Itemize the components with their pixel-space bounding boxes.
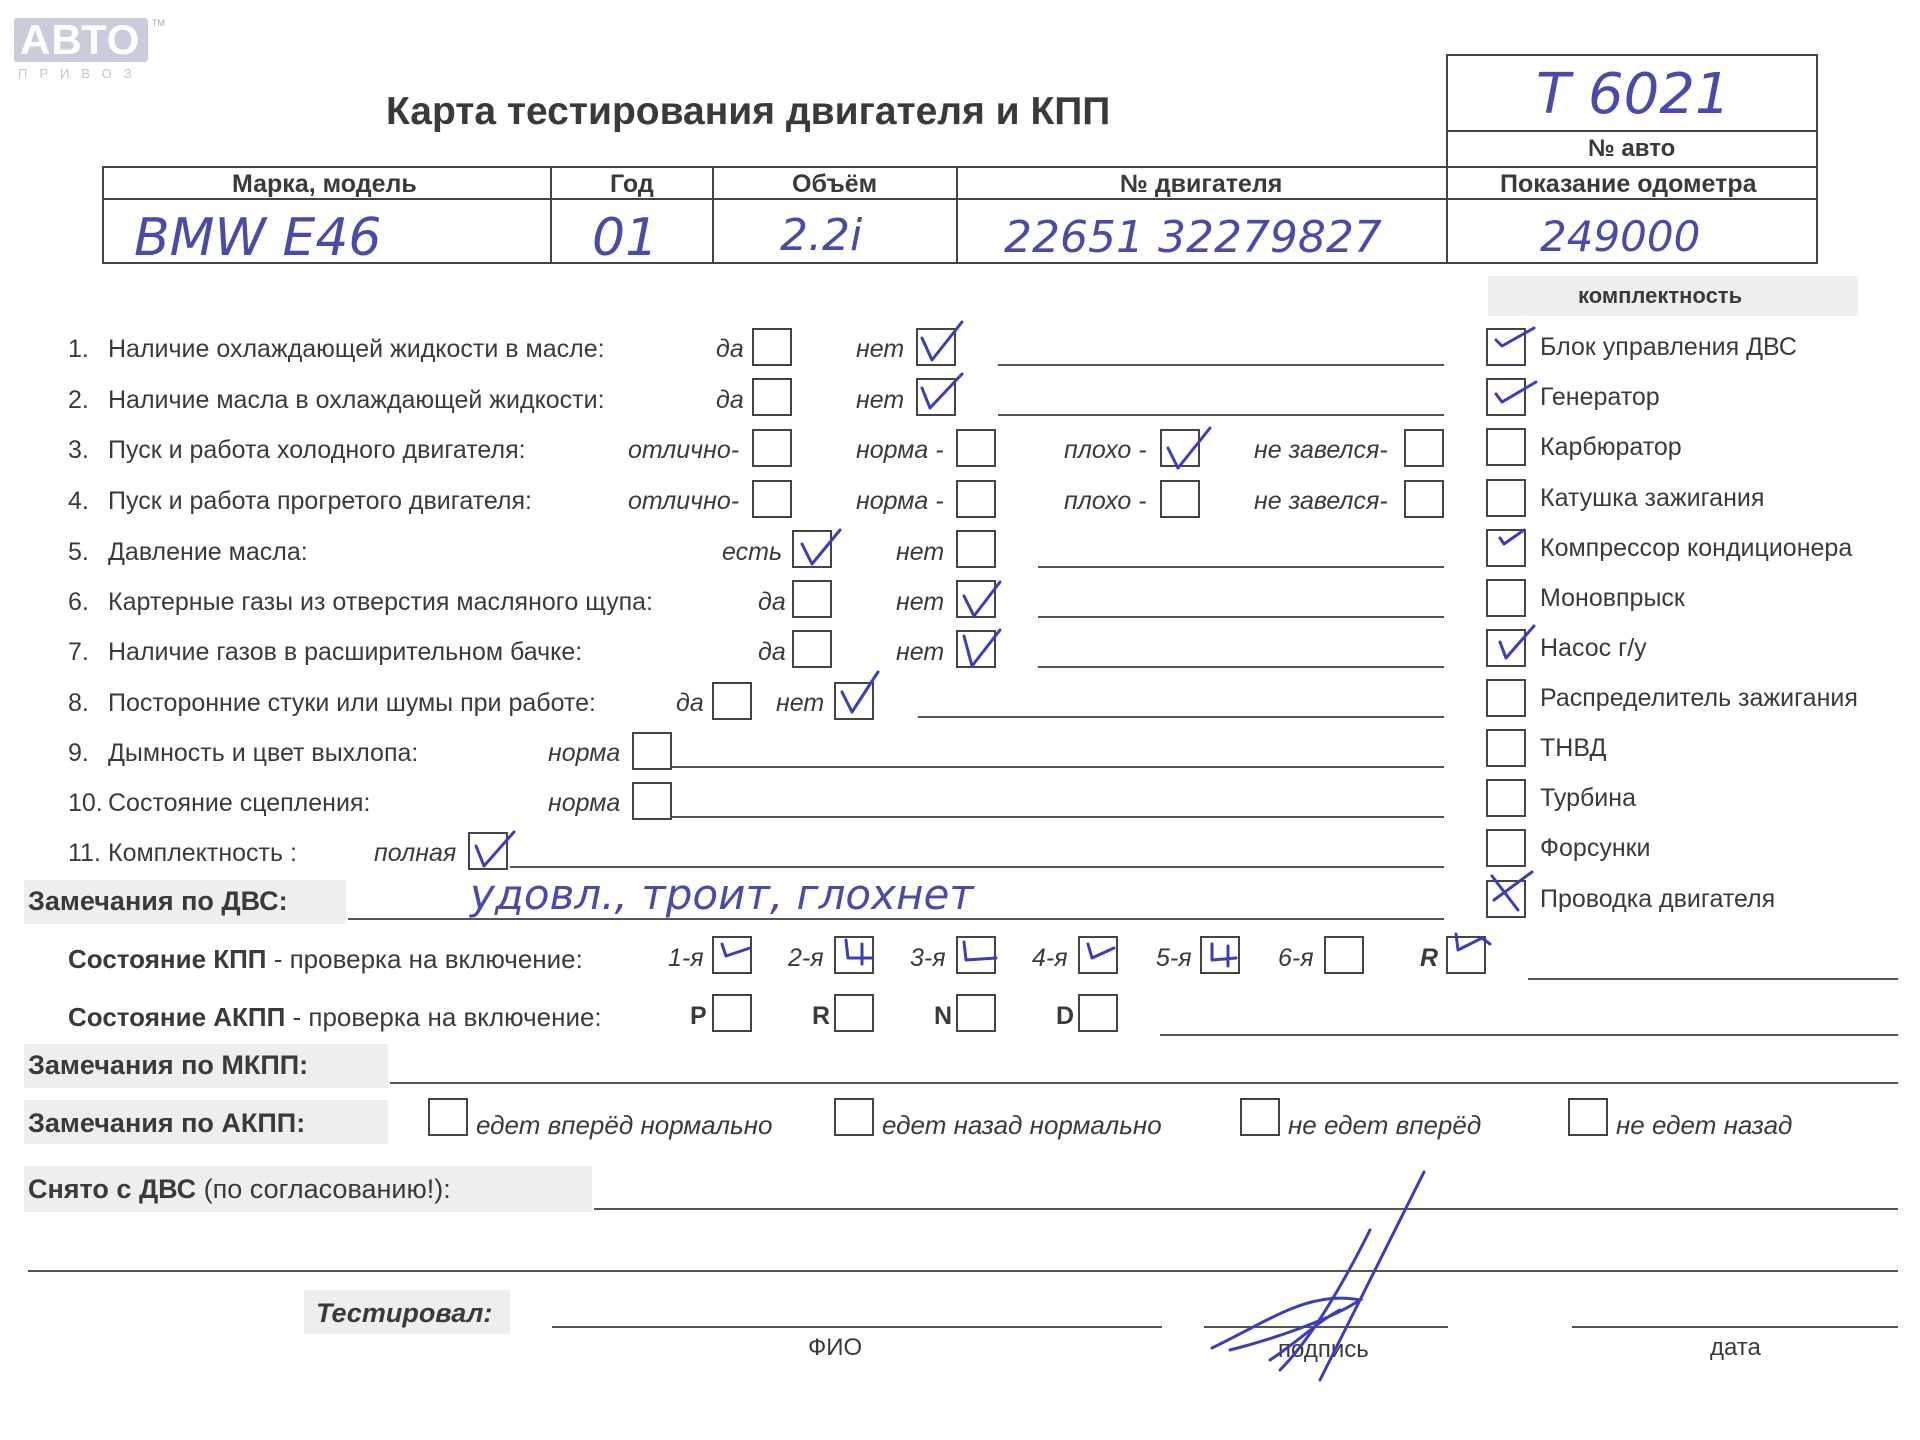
q5-opt-no-checkbox[interactable] (956, 530, 996, 568)
q11-opt-full-label: полная (374, 839, 457, 867)
q6-opt-yes-label: да (758, 588, 786, 616)
value-year: 01 (592, 208, 659, 268)
kit-checkbox-distributor[interactable] (1486, 679, 1526, 717)
remarks-mkpp-label: Замечания по МКПП: (28, 1050, 309, 1080)
akpp-mode-n-label: N (934, 1002, 953, 1030)
q8-opt-yes-label: да (676, 689, 704, 717)
kit-checkbox-ignition-coil[interactable] (1486, 479, 1526, 517)
check-mark (842, 934, 890, 978)
akpp-label (68, 1002, 602, 1033)
check-mark (796, 524, 844, 568)
q7-num: 7. (68, 638, 89, 666)
kit-label-turbine: Турбина (1540, 784, 1636, 812)
q8-note-line[interactable] (918, 716, 1444, 718)
akpp-mode-n-checkbox[interactable] (956, 994, 996, 1032)
kpp-gear-r-label: R (1420, 944, 1439, 972)
check-mark (1494, 624, 1542, 668)
check-mark (960, 936, 1008, 980)
kpp-gear-6-checkbox[interactable] (1324, 936, 1364, 974)
q4-text: Пуск и работа прогретого двигателя: (108, 487, 532, 515)
tested-date-line[interactable] (1572, 1326, 1898, 1328)
q3-opt-normal-label: норма - (856, 436, 944, 464)
q3-opt-nostart-label: не завелся- (1254, 436, 1388, 464)
q3-opt-nostart-checkbox[interactable] (1404, 429, 1444, 467)
q4-num: 4. (68, 487, 89, 515)
q10-num: 10. (68, 789, 103, 817)
q5-note-line[interactable] (1038, 566, 1444, 568)
tested-sign-caption: подпись (1278, 1336, 1369, 1363)
akpp-label-bold: Состояние АКПП (68, 1002, 286, 1032)
check-mark (1490, 322, 1538, 366)
kpp-gear-1-label: 1-я (668, 944, 704, 972)
q3-opt-bad-label: плохо - (1064, 436, 1147, 464)
kit-checkbox-tnvd[interactable] (1486, 729, 1526, 767)
q9-note-line[interactable] (672, 766, 1444, 768)
kpp-label-rest: - проверка на включение: (266, 944, 583, 974)
tested-date-caption: дата (1710, 1334, 1761, 1361)
kit-label-ignition-coil: Катушка зажигания (1540, 484, 1765, 512)
q5-text: Давление масла: (108, 538, 308, 566)
signature (1210, 1170, 1440, 1400)
q4-opt-bad-checkbox[interactable] (1160, 480, 1200, 518)
q9-opt-normal-checkbox[interactable] (632, 732, 672, 770)
q8-text: Посторонние стуки или шумы при работе: (108, 689, 596, 717)
akpp-mode-r-checkbox[interactable] (834, 994, 874, 1032)
cross-mark (1488, 870, 1536, 914)
check-mark (958, 576, 1006, 620)
akpp-mode-p-checkbox[interactable] (712, 994, 752, 1032)
removed-label-bold: Снято с ДВС (28, 1174, 197, 1204)
remarks-akpp-label: Замечания по АКПП: (28, 1108, 306, 1138)
page-title: Карта тестирования двигателя и КПП (386, 90, 1111, 133)
tested-fio-caption: ФИО (808, 1334, 863, 1361)
auto-no-label: № авто (1588, 135, 1676, 162)
akpp-reverse-ok-label: едет назад нормально (882, 1110, 1162, 1140)
q4-opt-bad-label: плохо - (1064, 487, 1147, 515)
q1-note-line[interactable] (998, 364, 1444, 366)
kit-label-tnvd: ТНВД (1540, 734, 1607, 762)
akpp-mode-p-label: P (690, 1002, 707, 1030)
kpp-gear-6-label: 6-я (1278, 944, 1314, 972)
q11-text: Комплектность : (108, 839, 297, 867)
removed-line-2[interactable] (28, 1270, 1898, 1272)
kit-label-injectors: Форсунки (1540, 834, 1651, 862)
remarks-dvs-label: Замечания по ДВС: (28, 886, 288, 916)
q7-note-line[interactable] (1038, 666, 1444, 668)
q5-opt-no-label: нет (896, 538, 945, 566)
removed-label-rest: (по согласованию!): (196, 1174, 451, 1204)
value-volume: 2.2i (780, 210, 863, 261)
q4-opt-excellent-checkbox[interactable] (752, 480, 792, 518)
remarks-mkpp-line[interactable] (390, 1082, 1898, 1084)
kpp-gear-2-label: 2-я (788, 944, 824, 972)
q11-note-line[interactable] (510, 866, 1444, 868)
q3-text: Пуск и работа холодного двигателя: (108, 436, 526, 464)
akpp-label-rest: - проверка на включение: (285, 1002, 602, 1032)
q11-num: 11. (68, 839, 101, 867)
q8-opt-no-label: нет (776, 689, 825, 717)
q7-opt-yes-checkbox[interactable] (792, 630, 832, 668)
q6-text: Картерные газы из отверстия масляного щупа: (108, 588, 653, 616)
q9-opt-normal-label: норма (548, 739, 621, 767)
q8-num: 8. (68, 689, 89, 717)
check-mark (958, 626, 1006, 670)
q1-text: Наличие охлаждающей жидкости в масле: (108, 335, 605, 363)
akpp-mode-d-label: D (1056, 1002, 1075, 1030)
kit-label-ecu: Блок управления ДВС (1540, 333, 1797, 361)
q3-num: 3. (68, 436, 89, 464)
value-engine: 22651 32279827 (1004, 212, 1382, 263)
q2-text: Наличие масла в охлаждающей жидкости: (108, 386, 605, 414)
check-mark (1490, 372, 1538, 416)
col-label-model: Марка, модель (232, 170, 417, 198)
q6-note-line[interactable] (1038, 616, 1444, 618)
check-mark (1084, 936, 1132, 980)
akpp-no-forward-label: не едет вперёд (1288, 1110, 1482, 1140)
removed-label (28, 1174, 451, 1205)
akpp-note-line[interactable] (1160, 1034, 1898, 1036)
kpp-gear-5-label: 5-я (1156, 944, 1192, 972)
logo-text: АВТО (20, 16, 141, 63)
q5-num: 5. (68, 538, 89, 566)
q8-opt-yes-checkbox[interactable] (712, 682, 752, 720)
auto-no-value: T 6021 (1536, 62, 1731, 127)
q9-num: 9. (68, 739, 89, 767)
check-mark (1206, 936, 1254, 980)
q3-opt-excellent-label: отлично- (628, 436, 740, 464)
q2-opt-yes-checkbox[interactable] (752, 378, 792, 416)
kit-label-generator: Генератор (1540, 383, 1660, 411)
kpp-gear-4-label: 4-я (1032, 944, 1068, 972)
kit-label-wiring: Проводка двигателя (1540, 885, 1776, 913)
kpp-label (68, 944, 583, 975)
q5-opt-yes-label: есть (722, 538, 783, 566)
logo-tm: TM (152, 18, 165, 28)
q4-opt-excellent-label: отлично- (628, 487, 740, 515)
akpp-forward-ok-label: едет вперёд нормально (476, 1110, 773, 1140)
akpp-no-reverse-label: не едет назад (1616, 1110, 1793, 1140)
remarks-dvs-value: удовл., троит, глохнет (470, 870, 974, 919)
col-label-odometer: Показание одометра (1500, 170, 1757, 198)
col-label-volume: Объём (792, 170, 878, 198)
q6-opt-yes-checkbox[interactable] (792, 580, 832, 618)
q7-opt-no-label: нет (896, 638, 945, 666)
akpp-reverse-ok-checkbox[interactable] (834, 1098, 874, 1136)
q3-opt-excellent-checkbox[interactable] (752, 429, 792, 467)
q6-opt-no-label: нет (896, 588, 945, 616)
q1-opt-no-label: нет (856, 335, 905, 363)
q10-note-line[interactable] (672, 816, 1444, 818)
check-mark (1494, 522, 1542, 566)
q9-text: Дымность и цвет выхлопа: (108, 739, 419, 767)
q7-text: Наличие газов в расширительном бачке: (108, 638, 583, 666)
kit-checkbox-injectors[interactable] (1486, 829, 1526, 867)
q2-opt-yes-label: да (716, 386, 744, 414)
q2-num: 2. (68, 386, 89, 414)
q1-num: 1. (68, 335, 89, 363)
q1-opt-yes-label: да (716, 335, 744, 363)
q4-opt-normal-label: норма - (856, 487, 944, 515)
q4-opt-nostart-label: не завелся- (1254, 487, 1388, 515)
check-mark (918, 370, 966, 414)
tested-label: Тестировал: (316, 1298, 493, 1328)
akpp-no-reverse-checkbox[interactable] (1568, 1098, 1608, 1136)
logo (14, 16, 165, 81)
q2-opt-no-label: нет (856, 386, 905, 414)
kit-label-ac-compressor: Компрессор кондиционера (1540, 534, 1853, 562)
logo-subtext: ПРИВОЗ (18, 66, 144, 81)
akpp-forward-ok-checkbox[interactable] (428, 1098, 468, 1136)
kit-checkbox-mono-injection[interactable] (1486, 579, 1526, 617)
tested-fio-line[interactable] (552, 1326, 1162, 1328)
check-mark (1452, 928, 1500, 972)
check-mark (836, 672, 884, 716)
q6-num: 6. (68, 588, 89, 616)
q2-note-line[interactable] (998, 414, 1444, 416)
q4-opt-normal-checkbox[interactable] (956, 480, 996, 518)
col-label-engine: № двигателя (1120, 170, 1283, 198)
q7-opt-yes-label: да (758, 638, 786, 666)
value-odometer: 249000 (1540, 212, 1701, 261)
q1-opt-yes-checkbox[interactable] (752, 328, 792, 366)
kit-label-carburetor: Карбюратор (1540, 433, 1682, 461)
check-mark (470, 826, 518, 870)
q10-opt-normal-label: норма (548, 789, 621, 817)
q10-text: Состояние сцепления: (108, 789, 371, 817)
kpp-note-line[interactable] (1528, 978, 1898, 980)
q3-opt-normal-checkbox[interactable] (956, 429, 996, 467)
col-label-year: Год (610, 170, 654, 198)
check-mark (718, 934, 766, 978)
check-mark (918, 320, 966, 364)
kit-label-distributor: Распределитель зажигания (1540, 684, 1858, 712)
kit-checkbox-carburetor[interactable] (1486, 428, 1526, 466)
check-mark (1164, 424, 1212, 468)
q4-opt-nostart-checkbox[interactable] (1404, 480, 1444, 518)
q10-opt-normal-checkbox[interactable] (632, 782, 672, 820)
kit-title: комплектность (1578, 283, 1743, 308)
kpp-label-bold: Состояние КПП (68, 944, 267, 974)
akpp-mode-r-label: R (812, 1002, 831, 1030)
kit-label-ps-pump: Насос г/у (1540, 634, 1647, 662)
kit-checkbox-turbine[interactable] (1486, 779, 1526, 817)
kit-label-mono-injection: Моновпрыск (1540, 584, 1685, 612)
akpp-mode-d-checkbox[interactable] (1078, 994, 1118, 1032)
kpp-gear-3-label: 3-я (910, 944, 946, 972)
akpp-no-forward-checkbox[interactable] (1240, 1098, 1280, 1136)
value-model: BMW E46 (134, 208, 382, 268)
